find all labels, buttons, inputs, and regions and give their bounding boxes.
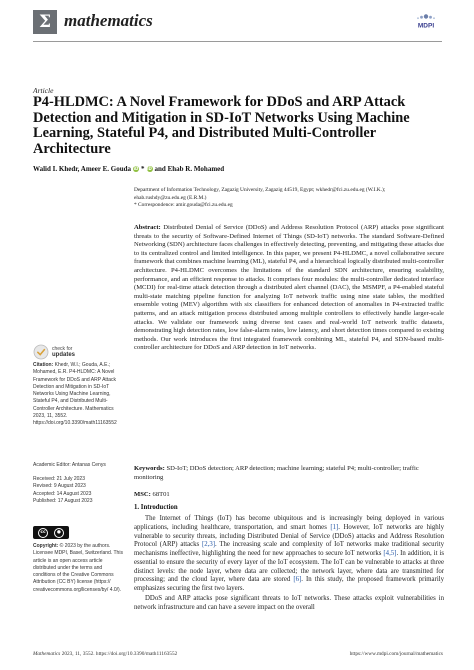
correspondence-line: * Correspondence: amir.gouda@fci.zu.edu.eg <box>134 202 233 208</box>
check-updates-text <box>52 346 75 358</box>
orcid-icon[interactable]: iD <box>133 166 139 171</box>
footer-journal: Mathematics <box>33 651 61 657</box>
orcid-icon[interactable]: iD <box>147 166 152 171</box>
dates-block <box>33 476 125 505</box>
intro-text: The Internet of Things (IoT) has become ubiquitous and is increasingly being deployed in various applications, including healthcare, transportation, and smart homes <box>134 515 444 531</box>
header-rule <box>33 41 442 42</box>
affiliation-line: Department of Information Technology, Zagazig University, Zagazig 44519, Egypt; wkhedr@fci.zu.edu.eg (W.I.K.); <box>134 187 386 193</box>
revised-date: Revised: 9 August 2023 <box>33 483 86 490</box>
citation-link[interactable]: [6] <box>293 576 302 584</box>
section-heading: 1. Introduction <box>134 504 178 511</box>
published-date: Published: 17 August 2023 <box>33 497 93 504</box>
affiliation <box>134 187 444 210</box>
keywords-text: SD-IoT; DDoS detection; ARP detection; machine learning; stateful P4; multi-controller; traffic monitoring <box>134 465 419 481</box>
received-date: Received: 21 July 2023 <box>33 476 85 482</box>
mdpi-logo <box>411 12 441 29</box>
check-updates-icon <box>33 344 49 360</box>
msc-label: MSC: <box>134 491 151 498</box>
academic-editor: Academic Editor: Antanas Cenys <box>33 462 106 468</box>
intro-paragraph <box>134 515 444 594</box>
accepted-date: Accepted: 14 August 2023 <box>33 490 92 497</box>
intro-text: . In this study, the proposed framework primarily emphasizes securing the first two layers. <box>134 576 444 592</box>
intro-text: . However, IoT networks are highly vulnerable to security threats, including Distributed Denial of Service (DDoS) attacks and Address Resolution Protocol (ARP) attacks <box>134 523 444 549</box>
cc-icon: cc <box>38 528 48 538</box>
cc-by-license-badge[interactable] <box>33 526 69 539</box>
copyright-block <box>33 543 125 594</box>
check-updates-line2: updates <box>52 352 76 358</box>
affiliation-line: ehab.rushdy@zu.edu.eg (E.R.M.) <box>134 194 207 201</box>
footer-doi[interactable]: 2023, 11, 3552. https://doi.org/10.3390/math11163552 <box>60 651 178 657</box>
abstract-text: Distributed Denial of Service (DDoS) and Address Resolution Protocol (ARP) attacks pose significant threats to the security of Software-Defined Internet of Things (SD-IoT) networks. The standard Software-Defined Networking (SDN) architecture faces challenges in effectively detecting, preventing, and mitigating these attacks due to its centralized control and limited intelligence. In this paper, we present P4-HLDMC, a novel collaborative secure framework that combines machine learning (ML), stateful P4, and a hierarchical logically distributed multi-controller architecture. P4-HLDMC overcomes the limitations of the standard SDN architecture, ensuring scalability, performance, and an efficient response to attacks. It comprises four modules: the multi-controller dedicated interface (MCDI) for real-time attack detection through a distributed alert channel (DAC), the MSMPF, a P4-enabled stateful multi-state matching pipeline function for analyzing IoT network traffic using nine state tables, the modified ensemble voting (MEV) algorithm with six classifiers for enhanced detection of anomalies in P4-extracted traffic patterns, and an attack mitigation process distributed among multiple controllers to effectively handle larger-scale attacks. We validate our framework using diverse test cases and real-world IoT network traffic datasets, demonstrating high detection rates, low false-alarm rates, low latency, and short detection times compared to existing methods. Our work introduces the first integrated framework combining ML, stateful P4, and SDN-based multi-controller architecture for DDoS and ARP detection in IoT networks. <box>134 224 444 352</box>
citation-label: Citation: <box>33 362 54 368</box>
msc-code <box>134 491 444 498</box>
author-list <box>33 165 224 173</box>
page-footer <box>33 651 443 657</box>
introduction-body <box>134 515 444 612</box>
check-for-updates-badge[interactable] <box>33 344 75 360</box>
citation-text: Khedr, W.I.; Gouda, A.E.; Mohamed, E.R. P4-HLDMC: A Novel Framework for DDoS and ARP Attack Detection and Mitigation in SD-IoT Networks Using Machine Learning, Stateful P4, and Distributed Multi-Controller Architecture. Mathematics 2023, 11, 3552. https://doi.org/10.3390/math11163552 <box>33 362 117 427</box>
mdpi-logo-mark <box>417 14 435 19</box>
copyright-text: © 2023 by the authors. Licensee MDPI, Basel, Switzerland. This article is an open access article distributed under the terms and conditions of the Creative Commons Attribution (CC BY) license (https:// creativecommons.org/licenses/by/ 4.0/). <box>33 543 123 593</box>
abstract-label: Abstract: <box>134 224 161 231</box>
article-title: P4-HLDMC: A Novel Framework for DDoS and ARP Attack Detection and Mitigation in SD-IoT Networks Using Machine Learning, Stateful P4, and Distributed Multi-Controller Architecture <box>33 94 410 157</box>
keywords <box>134 465 444 482</box>
author-names-2: and Ehab R. Mohamed <box>154 165 225 173</box>
mdpi-logo-text: MDPI <box>417 22 435 29</box>
article-type: Article <box>33 86 54 95</box>
by-person-icon: ● <box>54 528 64 538</box>
corresponding-mark: * <box>141 165 145 173</box>
msc-text: 68T01 <box>152 491 170 498</box>
footer-journal-url[interactable]: https://www.mdpi.com/journal/mathematics <box>349 651 443 657</box>
citation-block <box>33 362 125 428</box>
citation-link[interactable]: [4,5] <box>383 550 397 557</box>
abstract <box>134 224 444 353</box>
intro-text: . In addition, it is essential to ensure the security of every layer of the IoT ecosystem. The IoT can be vulnerable to attacks at three distinct levels: the node layer, where data are collected; the network layer, where data are transmitted for processing; and the cloud layer, where data are stored <box>134 550 444 584</box>
intro-text: . The increasing scale and complexity of IoT networks make traditional security mechanisms ineffective, highlighting the need for new approaches to secure IoT networks <box>134 541 445 557</box>
journal-logo: Σ <box>33 10 57 34</box>
keywords-label: Keywords: <box>134 465 165 472</box>
citation-link[interactable]: [2,3] <box>201 541 216 549</box>
intro-paragraph: DDoS and ARP attacks pose significant threats to IoT networks. These attacks exploit vulnerabilities in network infrastructure and can have a severe impact on the overall <box>134 594 444 611</box>
author-names-1: Walid I. Khedr, Ameer E. Gouda <box>33 165 132 173</box>
journal-name: mathematics <box>64 11 153 30</box>
copyright-label: Copyright: <box>33 543 59 549</box>
check-updates-line1: check for <box>52 346 73 352</box>
footer-citation <box>33 651 177 657</box>
citation-link[interactable]: [1] <box>330 523 339 531</box>
